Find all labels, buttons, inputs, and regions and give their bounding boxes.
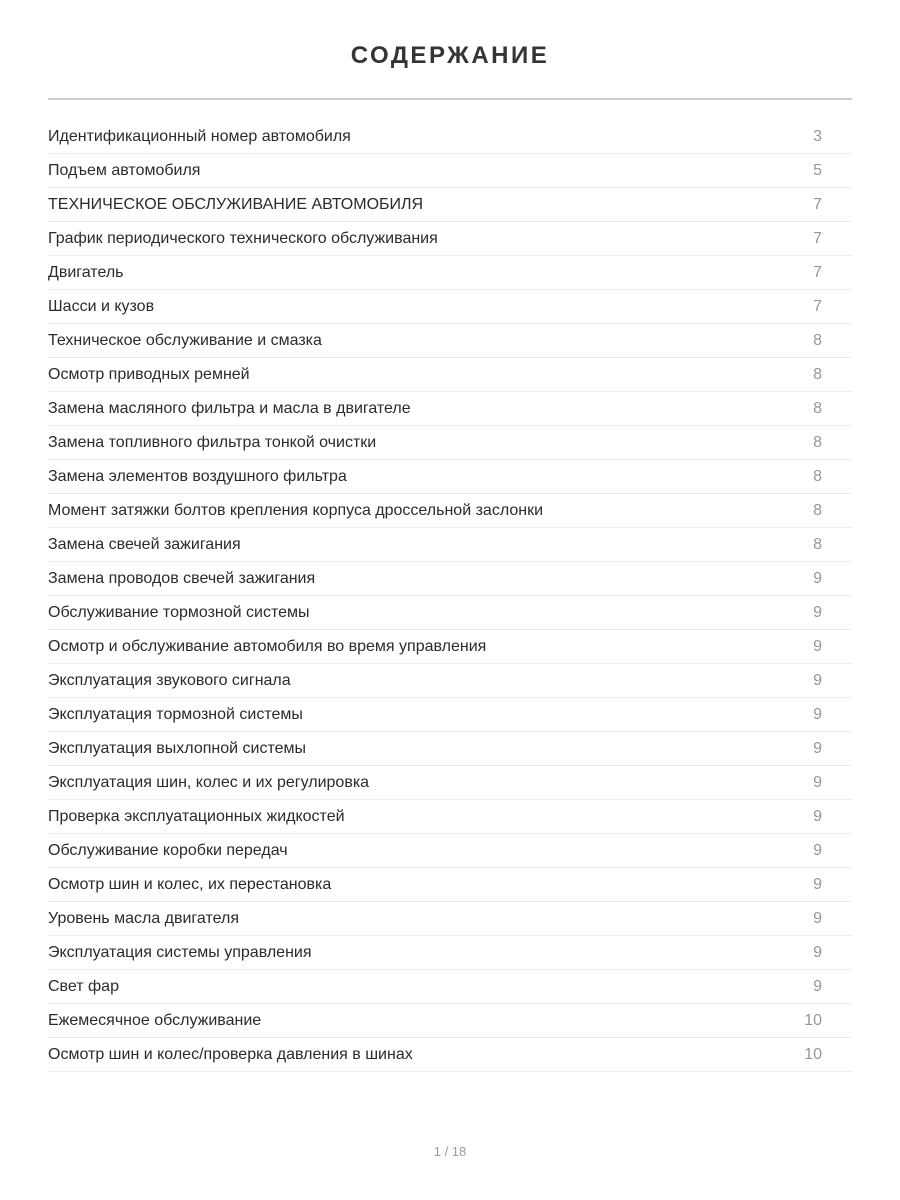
page-title: СОДЕРЖАНИЕ [350, 42, 550, 69]
toc-item-label: Эксплуатация системы управления [48, 943, 312, 961]
toc-row[interactable] [48, 732, 852, 766]
toc-item-label: Техническое обслуживание и смазка [48, 331, 322, 349]
toc-item-page: 9 [813, 977, 822, 995]
toc-row[interactable] [48, 290, 852, 324]
toc-row[interactable] [48, 970, 852, 1004]
toc-row[interactable] [48, 392, 852, 426]
toc-item-label: Осмотр и обслуживание автомобиля во время управления [48, 637, 487, 655]
toc-item-label: Эксплуатация выхлопной системы [48, 739, 306, 757]
toc-item-label: Эксплуатация звукового сигнала [48, 671, 291, 689]
toc-item-label: Замена элементов воздушного фильтра [48, 467, 347, 485]
toc-row[interactable] [48, 868, 852, 902]
toc-item-page: 10 [804, 1011, 822, 1029]
toc-item-page: 9 [813, 671, 822, 689]
toc-item-label: Обслуживание коробки передач [48, 841, 288, 859]
toc-list [48, 120, 852, 1072]
toc-row[interactable] [48, 596, 852, 630]
toc-item-page: 9 [813, 637, 822, 655]
toc-item-page: 8 [813, 535, 822, 553]
toc-item-page: 7 [813, 297, 822, 315]
toc-item-page: 9 [813, 875, 822, 893]
toc-item-page: 7 [813, 263, 822, 281]
toc-item-label: Ежемесячное обслуживание [48, 1011, 262, 1029]
toc-row[interactable] [48, 698, 852, 732]
toc-row[interactable] [48, 1004, 852, 1038]
toc-item-page: 9 [813, 739, 822, 757]
toc-row[interactable] [48, 902, 852, 936]
toc-item-page: 5 [813, 161, 822, 179]
toc-row[interactable] [48, 256, 852, 290]
toc-row[interactable] [48, 358, 852, 392]
toc-item-label: Шасси и кузов [48, 297, 155, 315]
toc-item-page: 8 [813, 433, 822, 451]
toc-item-label: Свет фар [48, 977, 119, 995]
toc-item-page: 10 [804, 1045, 822, 1063]
toc-row[interactable] [48, 664, 852, 698]
toc-item-label: Осмотр шин и колес/проверка давления в шинах [48, 1045, 413, 1063]
toc-item-label: Замена свечей зажигания [48, 535, 241, 553]
toc-item-page: 9 [813, 603, 822, 621]
toc-item-label: Идентификационный номер автомобиля [48, 127, 351, 145]
toc-row[interactable] [48, 154, 852, 188]
toc-row[interactable] [48, 460, 852, 494]
toc-item-page: 9 [813, 943, 822, 961]
toc-item-label: Обслуживание тормозной системы [48, 603, 310, 621]
toc-row[interactable] [48, 766, 852, 800]
toc-item-label: Замена проводов свечей зажигания [48, 569, 316, 587]
toc-item-page: 9 [813, 909, 822, 927]
toc-item-page: 8 [813, 501, 822, 519]
toc-row[interactable] [48, 562, 852, 596]
toc-item-label: Подъем автомобиля [48, 161, 201, 179]
toc-content [0, 42, 900, 1072]
toc-item-label: Проверка эксплуатационных жидкостей [48, 807, 345, 825]
toc-item-page: 8 [813, 331, 822, 349]
toc-item-page: 9 [813, 773, 822, 791]
toc-row[interactable] [48, 120, 852, 154]
toc-item-label: ТЕХНИЧЕСКОЕ ОБСЛУЖИВАНИЕ АВТОМОБИЛЯ [48, 195, 424, 213]
toc-item-page: 9 [813, 841, 822, 859]
toc-item-page: 8 [813, 365, 822, 383]
toc-item-label: Осмотр приводных ремней [48, 365, 250, 383]
toc-item-label: График периодического технического обслуживания [48, 229, 438, 247]
toc-item-page: 7 [813, 229, 822, 247]
toc-item-page: 8 [813, 467, 822, 485]
toc-item-page: 9 [813, 569, 822, 587]
toc-row[interactable] [48, 528, 852, 562]
toc-row[interactable] [48, 426, 852, 460]
toc-row[interactable] [48, 324, 852, 358]
toc-item-page: 9 [813, 705, 822, 723]
toc-item-label: Эксплуатация тормозной системы [48, 705, 303, 723]
toc-item-page: 3 [813, 127, 822, 145]
toc-row[interactable] [48, 834, 852, 868]
toc-item-page: 7 [813, 195, 822, 213]
toc-row[interactable] [48, 936, 852, 970]
toc-row[interactable] [48, 630, 852, 664]
toc-item-label: Двигатель [48, 263, 124, 281]
toc-row[interactable] [48, 800, 852, 834]
toc-item-page: 8 [813, 399, 822, 417]
toc-item-label: Замена масляного фильтра и масла в двигателе [48, 399, 411, 417]
toc-row[interactable] [48, 1038, 852, 1072]
toc-item-label: Осмотр шин и колес, их перестановка [48, 875, 332, 893]
title-divider [48, 98, 852, 100]
toc-item-label: Эксплуатация шин, колес и их регулировка [48, 773, 370, 791]
toc-item-label: Замена топливного фильтра тонкой очистки [48, 433, 377, 451]
toc-row[interactable] [48, 188, 852, 222]
toc-item-label: Момент затяжки болтов крепления корпуса дроссельной заслонки [48, 501, 544, 519]
page-number-indicator: 1 / 18 [433, 1144, 467, 1159]
toc-row[interactable] [48, 494, 852, 528]
toc-item-label: Уровень масла двигателя [48, 909, 239, 927]
toc-row[interactable] [48, 222, 852, 256]
toc-item-page: 9 [813, 807, 822, 825]
